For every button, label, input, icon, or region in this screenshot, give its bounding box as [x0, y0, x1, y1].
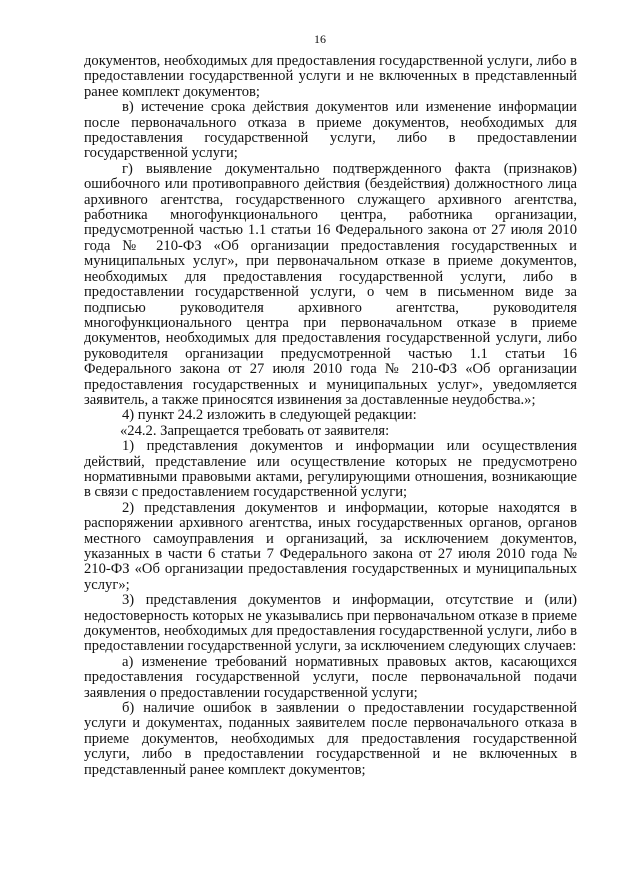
paragraph-subitem-a: а) изменение требований нормативных правовых актов, касающихся предоставления государственной услуги, после первоначальной подачи заявления о предоставлении государственной услуги; — [84, 653, 577, 701]
paragraph-subitem-b: б) наличие ошибок в заявлении о предоставлении государственной услуги и документах, поданных заявителем после первоначального отказа в приеме документов, необходимых для предоставления государственной услуги, либо в предоставлении государственной и не включенных в представленный ранее комплект документов; — [84, 700, 577, 778]
paragraph-item-1: 1) представления документов и информации или осуществления действий, представление или осуществление которых не предусмотрено нормативными правовыми актами, регулирующими отношения, возникающие в связи с предоставлением государственной услуги; — [84, 438, 577, 501]
paragraph-item-2: 2) представления документов и информации, которые находятся в распоряжении архивного агентства, иных государственных органов, органов местного самоуправления и организаций, за исключением документов, указанных в части 6 статьи 7 Федерального закона от 27 июля 2010 года № 210-ФЗ «Об организации предоставления государственных и муниципальных услуг»; — [84, 499, 577, 593]
paragraph-item-g: г) выявление документально подтвержденного факта (признаков) ошибочного или противоправного действия (бездействия) должностного лица архивного агентства, государственного служащего архивного агентства, работника многофункционального центра, работника организации, предусмотренной частью 1.1 статьи 16 Федерального закона от 27 июля 2010 года № 210-ФЗ «Об организации предоставления государственных и муниципальных услуг», при первоначальном отказе в приеме документов, необходимых для предоставления государственной услуги, либо в предоставлении государственной услуги, о чем в письменном виде за подписью руководителя архивного агентства, руководителя многофункционального центра при первоначальном отказе в приеме документов, необходимых для предоставления государственной услуги, либо руководителя организации предусмотренной частью 1.1 статьи 16 Федерального закона от 27 июля 2010 года № 210-ФЗ «Об организации предоставления государственных и муниципальных услуг», уведомляется заявитель, а также приносятся извинения за доставленные неудобства.»; — [84, 160, 577, 408]
paragraph-item-3: 3) представления документов и информации, отсутствие и (или) недостоверность которых не указывались при первоначальном отказе в приеме документов, необходимых для предоставления государственной услуги, либо в предоставлении государственной услуги, за исключением следующих случаев: — [84, 592, 577, 655]
paragraph-amendment-4: 4) пункт 24.2 изложить в следующей редакции: — [122, 407, 417, 424]
page-number: 16 — [314, 32, 326, 46]
paragraph-clause-24-2: «24.2. Запрещается требовать от заявителя: — [120, 422, 390, 439]
paragraph-continuation: документов, необходимых для предоставления государственной услуги, либо в предоставлении государственной услуги и не включенных в представленный ранее комплект документов; — [84, 53, 577, 100]
document-body — [84, 54, 577, 778]
paragraph-item-v: в) истечение срока действия документов или изменение информации после первоначального отказа в приеме документов, необходимых для предоставления государственной услуги, либо в предоставлении государственной услуги; — [84, 99, 577, 162]
